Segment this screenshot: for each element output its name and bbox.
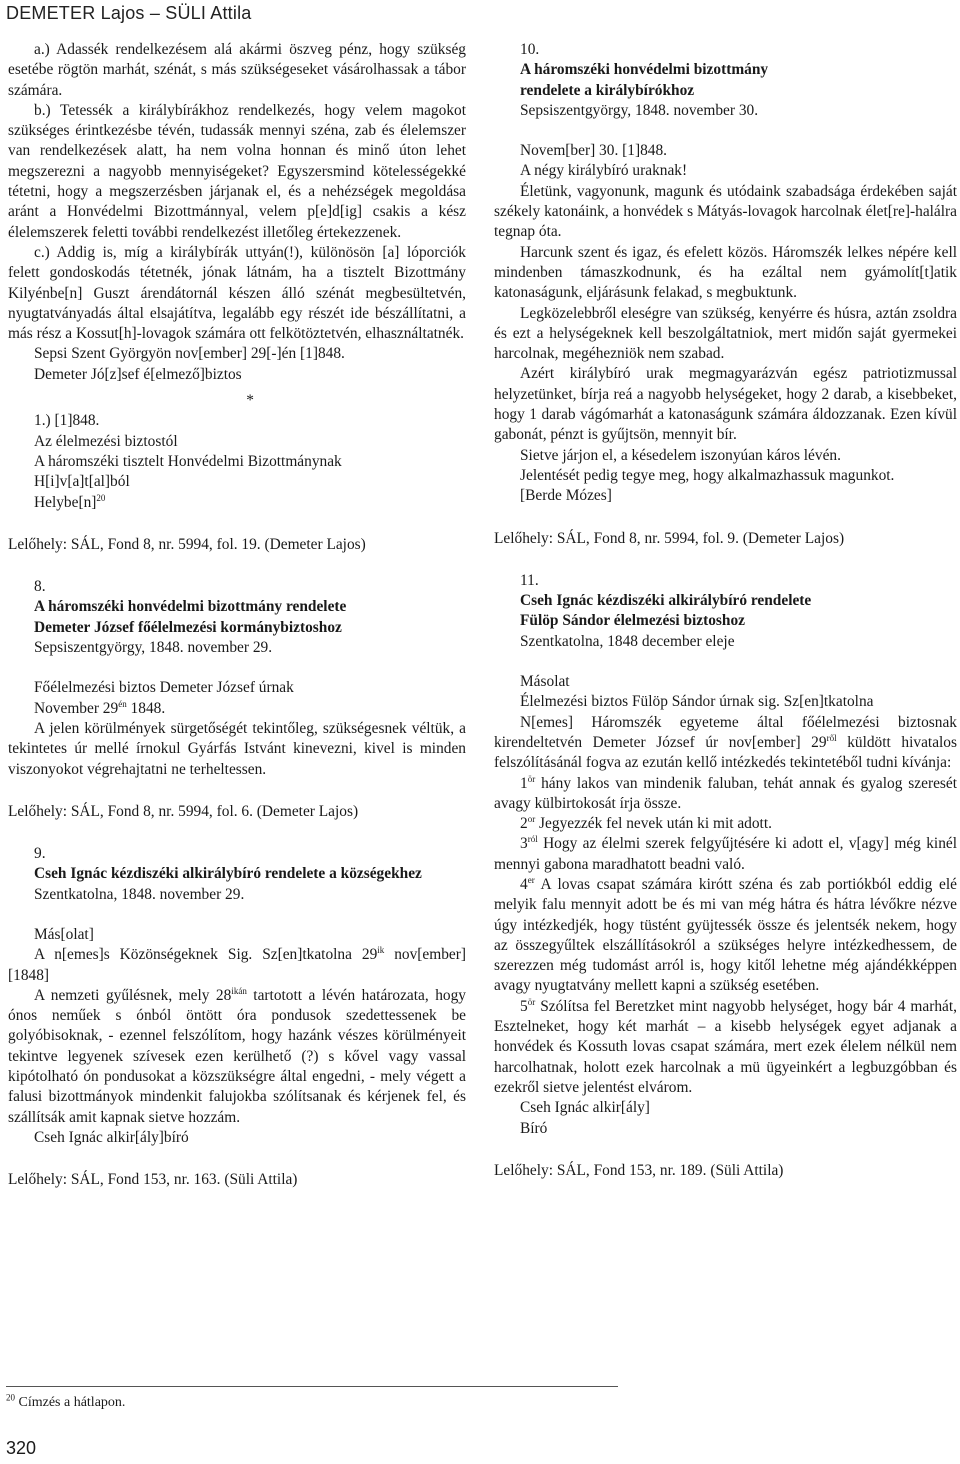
source-line: Lelőhely: SÁL, Fond 153, nr. 163. (Süli Attila): [8, 1171, 298, 1189]
doc-date: Sepsiszentgyörgy, 1848. november 29.: [34, 639, 273, 657]
item-text: Jegyezzék fel nevek után ki mit adott.: [535, 815, 772, 833]
item-text: Hogy az élelmi szerek felgyűjtésére ki adott el, v[agy] még kinél mennyi gabona maradhatott beadni való.: [494, 835, 957, 873]
list-item: [494, 834, 957, 875]
doc-body: [494, 713, 957, 774]
date-text: November 29: [34, 699, 119, 717]
footnote-text: Címzés a hátlapon.: [15, 1395, 126, 1410]
item-text: hány lakos van mindenik faluban, tehát annak és gyalog szeresét avagy külbirtokosát írja össze.: [494, 774, 957, 812]
footnote-ref: 20: [96, 492, 106, 503]
address-text: A n[emes]s Közönségeknek Sig. Sz[en]tkatolna 29: [34, 946, 378, 964]
salutation: A négy királybíró uraknak!: [520, 162, 688, 180]
doc-title: A háromszéki honvédelmi bizottmány rendelete: [34, 598, 347, 616]
source-line: Lelőhely: SÁL, Fond 153, nr. 189. (Süli Attila): [494, 1161, 784, 1179]
body-sup: ről: [826, 732, 837, 743]
doc-title: Cseh Ignác kézdiszéki alkirálybíró rendelete: [520, 592, 812, 610]
signature: [Berde Mózes]: [520, 487, 612, 505]
address-text: Helybe[n]: [34, 493, 97, 511]
doc-body: Harcunk szent és igaz, és efelett közös. Háromszék lelkes népére kell mindenben támaszkodnunk, és ha ezáltal nem gyámolít[t]atik katonaságunk, eljárásunk felakad, s megbuktunk.: [494, 243, 957, 302]
doc-date: Szentkatolna, 1848. november 29.: [34, 885, 245, 903]
body-text: küldött hivatalos felszólításánál fogva az ezután kellő intézkedés tekintetéből tudni kívánja:: [494, 733, 957, 772]
body-sup: ikán: [231, 985, 247, 996]
source-line: Lelőhely: SÁL, Fond 8, nr. 5994, fol. 6. (Demeter Lajos): [8, 802, 359, 820]
letter-date: [8, 699, 466, 719]
item-number: 3: [520, 835, 528, 853]
item-sup: ör: [527, 996, 536, 1007]
doc-title: Fülöp Sándor élelmezési biztoshoz: [520, 612, 746, 630]
body-text: N[emes] Háromszék egyeteme által főélelmezési biztosnak kirendeltetvén Demeter József úr nov[ember] 29: [494, 713, 957, 751]
address-line: A háromszéki tisztelt Honvédelmi Bizottmánynak: [34, 452, 342, 470]
signature: Cseh Ignác alkir[ály]bíró: [34, 1128, 189, 1146]
list-item: [494, 997, 957, 1098]
doc-number: 10.: [520, 41, 540, 58]
source-line: Lelőhely: SÁL, Fond 8, nr. 5994, fol. 9. (Demeter Lajos): [494, 529, 845, 547]
address-sup: ik: [377, 945, 385, 956]
salutation: Főélelmezési biztos Demeter József úrnak: [34, 679, 294, 697]
footnote-number: 20: [6, 1392, 15, 1403]
date-sup: én: [118, 698, 127, 709]
signature: Cseh Ignác alkir[ály]: [520, 1099, 650, 1117]
item-number: 2: [520, 815, 528, 833]
doc-number: 11.: [520, 571, 539, 589]
address-line: 1.) [1]848.: [34, 412, 100, 430]
item-number: 5: [520, 997, 528, 1015]
right-column: [494, 40, 957, 1181]
address-line: H[i]v[a]t[al]ból: [34, 473, 130, 491]
doc-title: Cseh Ignác kézdiszéki alkirálybíró rendelete a községekhez: [34, 865, 422, 883]
signature: Bíró: [520, 1119, 548, 1137]
doc-body: Azért királybíró urak megmagyarázván egész patriotizmussal helyzetünket, bírja reá a nagyobb helységeket, hogy 2 darab, a kisebbeket, hogy 1 darab vágómarhát a katonaságunk számára áldozzanak. Ezen kívül gabonát, pénzt is gyűjtsön, mennyit bír.: [494, 365, 957, 444]
doc-date: Sepsiszentgyörgy, 1848. november 30.: [520, 101, 759, 119]
copy-label: Más[olat]: [34, 925, 94, 943]
source-line: Lelőhely: SÁL, Fond 8, nr. 5994, fol. 19. (Demeter Lajos): [8, 535, 366, 553]
doc-date: Szentkatolna, 1848 december eleje: [520, 632, 735, 650]
address-line: [8, 493, 466, 513]
address-text: nov[ember] [1848]: [8, 946, 466, 984]
item-number: 4: [520, 875, 528, 893]
address-line: [8, 945, 466, 986]
list-item: [494, 814, 957, 834]
item-sup: ról: [527, 834, 538, 845]
item-sup: or: [527, 813, 536, 824]
page-number: 320: [6, 1438, 37, 1458]
address-line: Az élelmezési biztostól: [34, 432, 178, 450]
running-header: DEMETER Lajos – SÜLI Attila: [6, 3, 252, 23]
doc-number: 9.: [34, 845, 46, 863]
item-text: Szólítsa fel Beretzket mint nagyobb helységet, hogy bár 4 marhát, Esztelneket, hogy két marhát – a kisebb helységek egyet adjanak a honvédek és Kossuth lovas csapat számára, mert ezek élelem nélkül nem harcolhatnak, holott ezek harcolnak a mü ügyeinkért a legbuzgóbban és ezekről sietve jelentést elvárom.: [494, 997, 957, 1096]
doc-body: Életünk, vagyonunk, magunk és utódaink szabadsága érdekében saját székely katonáink, a honvédek s Mátyás-lovagok harcolnak élet[re]-halálra tegnap óta.: [494, 182, 957, 241]
signature: Demeter Jó[z]sef é[elmező]biztos: [34, 365, 242, 383]
date-year: 1848.: [126, 699, 166, 717]
doc-number: 8.: [34, 578, 46, 596]
item-sup: ör: [527, 773, 536, 784]
paragraph-b: b.) Tetessék a királybírákhoz rendelkezés, hogy velem magokot szükséges érintkezésbe tévén, tudassák mennyi széna, zab és élelemszer van rendelkezések alatt, ha nem volna honnan és minő úton lehet megszerezni a nagyobb mennyiségeket? Egyszersmind kötelességekké tétetni, hogy a megszerzésben járjanak el, és a nehézségek megoldása aránt a Honvédelmi Bizottmánnyal, velem p[e]d[ig] csakis a kész élelemszerek feletti további rendelkezést illetőleg értekezzenek.: [8, 101, 466, 241]
paragraph-a: a.) Adassék rendelkezésem alá akármi öszveg pénz, hogy szükség esetébe rögtön marhát, szénát, s más szükségeseket vásárolhassak a tábor számára.: [8, 41, 466, 99]
footnote: [6, 1394, 125, 1412]
doc-body: Sietve járjon el, a késedelem iszonyúan káros lévén.: [520, 446, 841, 464]
doc-body: Legközelebbről eleségre van szükség, kenyérre és húsra, aztán zsoldra és ezt a helységeknek kell beszolgáltatniok, mert midőn saját gyermekei harcolnak, megéhezniök nem szabad.: [494, 304, 957, 363]
doc-body: Jelentését pedig tegye meg, hogy alkalmazhassuk magunkot.: [520, 466, 895, 484]
item-sup: er: [527, 874, 535, 885]
footnote-divider: [6, 1386, 618, 1387]
body-text: tartotott a lévén határozata, hogy ónos neműek s ónból öntött óra pondusok szedettessenek be golyóbisoknak, - ezennel felszólítom, hogy hazánk vészes körülményeit tekintve legyenek szívesek ezen kerülhető (?) s kővel vagy vassal kipótolható ón pondusokat a közszükségre által engedni, - mely végett a falusi bizottmányok mindenkit falujokba szólítsanak és kérjenek fel, és szállítsák amit kapnak sietve hozzám.: [8, 986, 466, 1126]
doc-title: Demeter József főélelmezési kormánybiztoshoz: [34, 618, 342, 636]
address-line: Élelmezési biztos Fülöp Sándor úrnak sig. Sz[en]tkatolna: [520, 693, 874, 711]
doc-body: A jelen körülmények sürgetőségét tekintőleg, szükségesnek véltük, a tekintetes úr mellé írnokul Gyárfás Istvánt kinevezni, kivel is minden viszonyokot végrehajtatni ne terheltessen.: [8, 719, 466, 778]
separator-star: *: [246, 392, 254, 410]
doc-title: A háromszéki honvédelmi bizottmány: [520, 61, 769, 79]
left-column: [8, 40, 466, 1191]
item-text: A lovas csapat számára kirótt széna és zab portiókból eddig elé melyik falu mennyit adott be és mi van még hátra és hátra lévőkre nézve úgy intézkedjék, hogy tüstént gyüjtessék össze és jelentsék nekem, hogy az összegyűltek elszállításokról a szükséges helyre intézkedhessem, de szerezzen még tudomást arról is, hogy kitől lehetne még ajándékképpen avagy nyugtatvány mellett kapni a szükség esetében.: [494, 875, 957, 995]
copy-label: Másolat: [520, 673, 570, 691]
place-date: Sepsi Szent Györgyön nov[ember] 29[-]én [1]848.: [34, 345, 345, 363]
list-item: [494, 774, 957, 815]
item-number: 1: [520, 774, 528, 792]
letter-date: Novem[ber] 30. [1]848.: [520, 142, 668, 160]
list-item: [494, 875, 957, 997]
doc-body: [8, 986, 466, 1128]
paragraph-c: c.) Addig is, míg a királybírák uttyán(!), különösön [a] lóporciók felett gondoskodás tétetnék, jónak látnám, ha a tisztelt Bizottmány Kilyénbe[n] Guszt árendátornál készen álló szénát megbesültetvén, nyugtatványadás által elsajátítva, legalább egy részét ide bészállítatni, a más rész a Kossut[h]-lovagok számára ott felkötöztetvén, elhasználtatnék.: [8, 243, 466, 343]
doc-title: rendelete a királybírókhoz: [520, 81, 695, 99]
body-text: A nemzeti gyűlésnek, mely 28: [34, 986, 232, 1004]
